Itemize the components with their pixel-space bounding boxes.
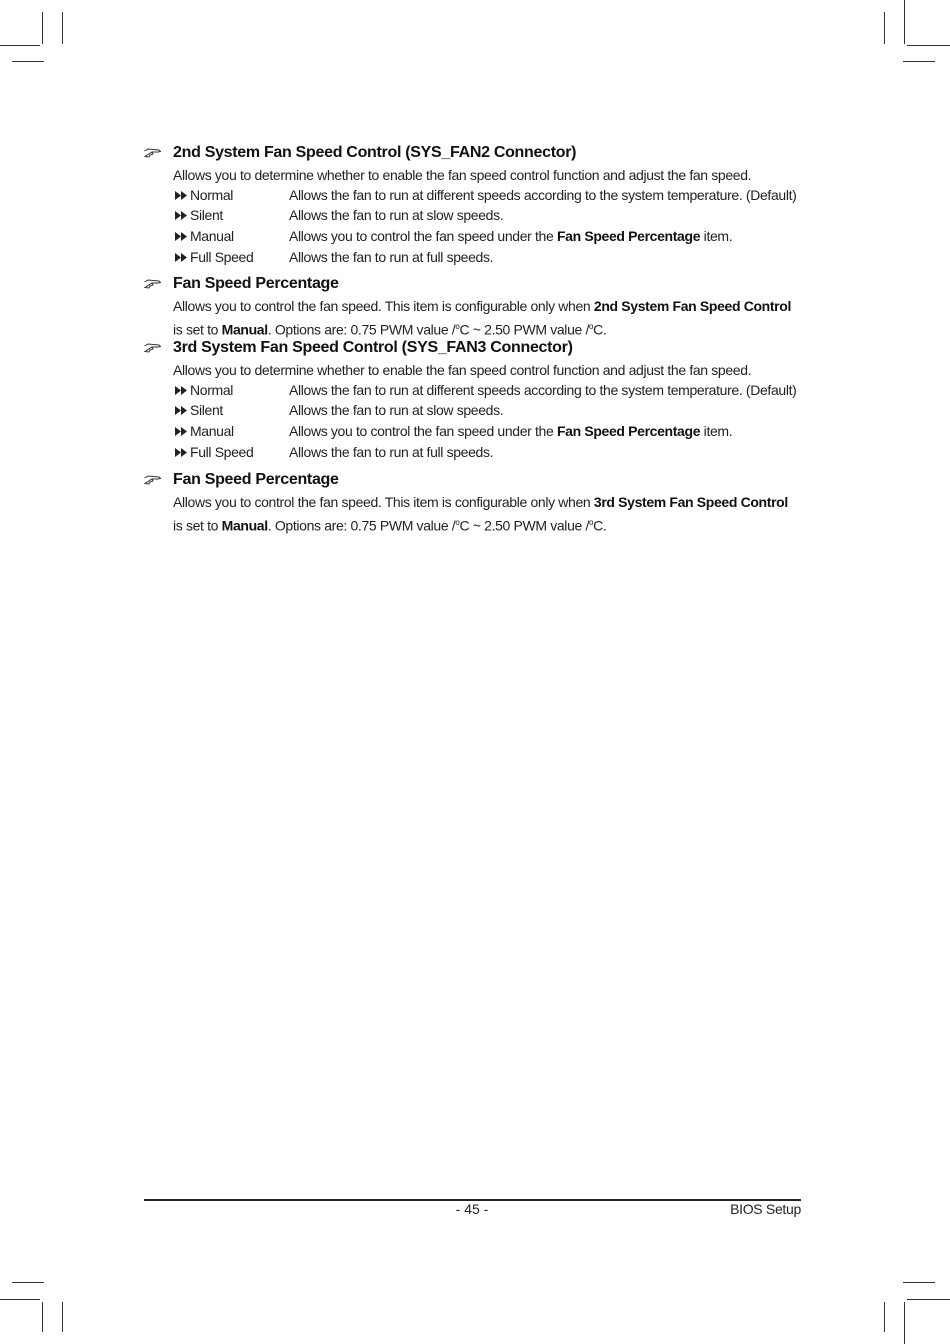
section-heading xyxy=(144,144,804,164)
section-sys-fan2-control xyxy=(144,144,804,269)
option-row xyxy=(175,422,804,443)
option-description xyxy=(289,423,732,439)
description-text: C. xyxy=(593,517,607,534)
section-description xyxy=(173,492,804,536)
crop-mark xyxy=(907,45,950,46)
option-name: Silent xyxy=(190,402,223,419)
footer-chapter-title: BIOS Setup xyxy=(730,1201,801,1217)
description-emphasis: 3rd System Fan Speed Control xyxy=(593,494,788,510)
option-name: Manual xyxy=(190,423,234,439)
section-title: 2nd System Fan Speed Control (SYS_FAN2 Connector) xyxy=(173,144,577,161)
crop-mark xyxy=(12,1282,44,1283)
option-description: Allows the fan to run at different speeds according to the system temperature. (Default) xyxy=(289,381,797,398)
option-description-emphasis: Fan Speed Percentage xyxy=(556,423,701,439)
description-text: is set to xyxy=(173,517,222,534)
option-description: Allows the fan to run at different speeds according to the system temperature. (Default) xyxy=(289,186,797,203)
description-text: C. xyxy=(593,321,607,338)
crop-mark xyxy=(62,1302,63,1332)
pointing-hand-icon xyxy=(144,475,161,485)
section-title: Fan Speed Percentage xyxy=(173,275,339,292)
double-arrow-icon xyxy=(175,232,188,241)
double-arrow-icon xyxy=(175,253,188,262)
crop-mark xyxy=(42,12,43,44)
option-description-text: item. xyxy=(700,228,733,244)
crop-mark xyxy=(0,45,40,46)
description-text: . Options are: 0.75 PWM value / xyxy=(267,321,456,338)
crop-mark xyxy=(904,1302,905,1344)
section-sys-fan3-control xyxy=(144,339,804,464)
double-arrow-icon xyxy=(175,191,188,200)
crop-mark xyxy=(903,61,935,62)
option-name: Normal xyxy=(190,186,234,203)
pointing-hand-icon xyxy=(144,343,161,353)
degree-symbol: o xyxy=(589,517,594,527)
description-text: Allows you to control the fan speed. This item is configurable only when xyxy=(173,298,594,314)
double-arrow-icon xyxy=(175,211,188,220)
double-arrow-icon xyxy=(175,427,188,436)
crop-mark xyxy=(903,1282,935,1283)
section-description xyxy=(173,296,804,340)
pointing-hand-icon xyxy=(144,148,161,158)
section-description: Allows you to determine whether to enable the fan speed control function and adjust the fan speed. xyxy=(173,167,752,183)
option-name: Full Speed xyxy=(190,443,254,460)
crop-mark xyxy=(907,1299,950,1300)
crop-mark xyxy=(884,12,885,44)
double-arrow-icon xyxy=(175,406,188,415)
degree-symbol: o xyxy=(455,517,460,527)
section-description: Allows you to determine whether to enable the fan speed control function and adjust the fan speed. xyxy=(173,362,752,378)
crop-mark xyxy=(62,12,63,44)
section-heading xyxy=(144,471,804,491)
option-row xyxy=(175,248,804,269)
description-emphasis: 2nd System Fan Speed Control xyxy=(593,298,792,314)
crop-mark xyxy=(904,0,905,44)
pointing-hand-icon xyxy=(144,279,161,289)
section-fan-speed-percentage-2 xyxy=(144,471,804,536)
option-description-text: Allows you to control the fan speed under the xyxy=(289,228,557,244)
crop-mark xyxy=(12,61,44,62)
double-arrow-icon xyxy=(175,386,188,395)
crop-mark xyxy=(42,1302,43,1332)
option-description-text: item. xyxy=(700,423,733,439)
option-name: Silent xyxy=(190,207,223,224)
option-description xyxy=(289,228,732,244)
section-heading xyxy=(144,275,804,295)
section-fan-speed-percentage-1 xyxy=(144,275,804,340)
double-arrow-icon xyxy=(175,448,188,457)
option-row xyxy=(175,227,804,248)
degree-symbol: o xyxy=(455,321,460,331)
option-row xyxy=(175,443,804,464)
description-text: C ~ 2.50 PWM value / xyxy=(459,321,590,338)
option-name: Manual xyxy=(190,228,234,244)
degree-symbol: o xyxy=(589,321,594,331)
option-description: Allows the fan to run at full speeds. xyxy=(289,443,494,460)
description-text: . Options are: 0.75 PWM value / xyxy=(267,517,456,534)
description-text: Allows you to control the fan speed. This item is configurable only when xyxy=(173,494,594,510)
option-description-text: Allows you to control the fan speed under the xyxy=(289,423,557,439)
option-description-emphasis: Fan Speed Percentage xyxy=(556,228,701,244)
section-title: 3rd System Fan Speed Control (SYS_FAN3 Connector) xyxy=(173,339,573,356)
option-description: Allows the fan to run at slow speeds. xyxy=(289,207,504,224)
option-row xyxy=(175,401,804,422)
description-emphasis: Manual xyxy=(221,321,268,338)
option-row xyxy=(175,381,804,402)
description-emphasis: Manual xyxy=(221,517,268,534)
crop-mark xyxy=(884,1302,885,1332)
option-row xyxy=(175,206,804,227)
crop-mark xyxy=(0,1299,40,1300)
page-number: - 45 - xyxy=(455,1201,489,1217)
option-description: Allows the fan to run at slow speeds. xyxy=(289,402,504,419)
option-row xyxy=(175,186,804,207)
section-title: Fan Speed Percentage xyxy=(173,471,339,488)
option-description: Allows the fan to run at full speeds. xyxy=(289,248,494,265)
option-name: Full Speed xyxy=(190,248,254,265)
option-name: Normal xyxy=(190,381,234,398)
description-text: is set to xyxy=(173,321,222,338)
section-heading xyxy=(144,339,804,359)
description-text: C ~ 2.50 PWM value / xyxy=(459,517,590,534)
